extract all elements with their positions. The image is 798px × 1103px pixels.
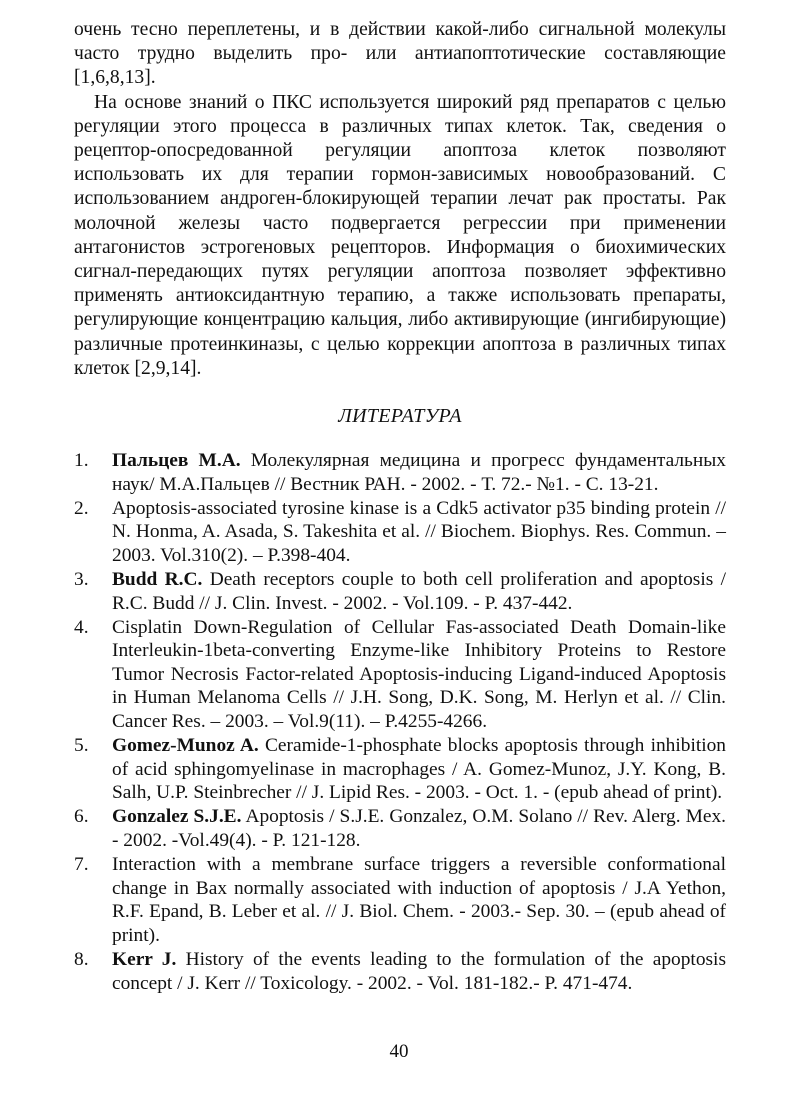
reference-number: 4.	[74, 616, 89, 638]
reference-body	[112, 616, 726, 734]
reference-item	[74, 497, 726, 568]
reference-text: Apoptosis-associated tyrosine kinase is a Cdk5 activator p35 binding protein // N. Honma, A. Asada, S. Takeshita et al. // Biochem. Biophys. Res. Commun. – 2003. Vol.310(2). – P.398-404.	[112, 497, 726, 566]
reference-body	[112, 853, 726, 947]
reference-text: Молекулярная медицина и прогресс фундаментальных наук/ М.А.Пальцев // Вестник РАН. - 2002. - Т. 72.- №1. - С. 13-21.	[112, 450, 726, 495]
reference-number: 7.	[74, 854, 89, 876]
reference-author: Gonzalez S.J.E.	[112, 806, 242, 828]
reference-body	[112, 497, 726, 568]
body-paragraph-1: очень тесно переплетены, и в действии какой-либо сигнальной молекулы часто трудно выделить про- или антиапоптотические составляющие [1,6,8,13].	[74, 19, 726, 89]
reference-text: History of the events leading to the formulation of the apoptosis concept / J. Kerr // Toxicology. - 2002. - Vol. 181-182.- P. 471-474.	[112, 949, 726, 994]
reference-item	[74, 805, 726, 852]
reference-author: Kerr J.	[112, 949, 177, 971]
reference-body	[112, 948, 726, 995]
body-paragraph-2: На основе знаний о ПКС используется широкий ряд препаратов с целью регуляции этого процесса в различных типах клеток. Так, сведения о рецептор-опосредованной регуляции апоптоза клеток позволяют использовать их для терапии гормон-зависимых новообразований. С использованием андроген-блокирующей терапии лечат рак простаты. Рак молочной железы часто подвергается регрессии при применении антагонистов эстрогеновых рецепторов. Информация о биохимических сигнал-передающих путях регуляции апоптоза позволяет эффективно применять антиоксидантную терапию, а также использовать препараты, регулирующие концентрацию кальция, либо активирующие (ингибирующие) различные протеинкиназы, с целью коррекции апоптоза в различных типах клеток [2,9,14].	[74, 91, 726, 379]
references-list	[74, 449, 726, 995]
reference-text: Death receptors couple to both cell proliferation and apoptosis / R.C. Budd // J. Clin. Invest. - 2002. - Vol.109. - P. 437-442.	[112, 569, 726, 614]
reference-text: Ceramide-1-phosphate blocks apoptosis through inhibition of acid sphingomyelinase in macrophages / A. Gomez-Munoz, J.Y. Kong, B. Salh, U.P. Steinbrecher // J. Lipid Res. - 2003. - Oct. 1. - (epub ahead of print).	[112, 735, 726, 804]
reference-item	[74, 616, 726, 734]
reference-number: 8.	[74, 949, 89, 971]
reference-item	[74, 568, 726, 615]
reference-number: 5.	[74, 735, 89, 757]
reference-body	[112, 805, 726, 852]
reference-number: 6.	[74, 806, 89, 828]
references-heading: ЛИТЕРАТУРА	[338, 405, 462, 428]
reference-item	[74, 734, 726, 805]
reference-item	[74, 853, 726, 947]
document-page	[74, 18, 726, 996]
reference-item	[74, 948, 726, 995]
reference-item	[74, 449, 726, 496]
reference-author: Budd R.C.	[112, 569, 203, 591]
reference-number: 3.	[74, 569, 89, 591]
reference-author: Пальцев М.А.	[112, 450, 241, 472]
reference-body	[112, 449, 726, 496]
reference-number: 1.	[74, 450, 89, 472]
reference-text: Cisplatin Down-Regulation of Cellular Fas-associated Death Domain-like Interleukin-1beta-converting Enzyme-like Inhibitory Proteins to Restore Tumor Necrosis Factor-related Apoptosis-inducing Ligand-induced Apoptosis in Human Melanoma Cells // J.H. Song, D.K. Song, M. Herlyn et al. // Clin. Cancer Res. – 2003. – Vol.9(11). – P.4255-4266.	[112, 616, 726, 733]
reference-body	[112, 734, 726, 805]
reference-author: Gomez-Munoz A.	[112, 735, 259, 757]
reference-body	[112, 568, 726, 615]
page-number: 40	[389, 1041, 409, 1062]
reference-text: Interaction with a membrane surface triggers a reversible conformational change in Bax normally associated with induction of apoptosis / J.A Yethon, R.F. Epand, B. Leber et al. // J. Biol. Chem. - 2003.- Sep. 30. – (epub ahead of print).	[112, 854, 726, 946]
reference-text: Apoptosis / S.J.E. Gonzalez, O.M. Solano // Rev. Alerg. Mex. - 2002. -Vol.49(4). - P. 121-128.	[112, 806, 726, 852]
reference-number: 2.	[74, 497, 89, 519]
